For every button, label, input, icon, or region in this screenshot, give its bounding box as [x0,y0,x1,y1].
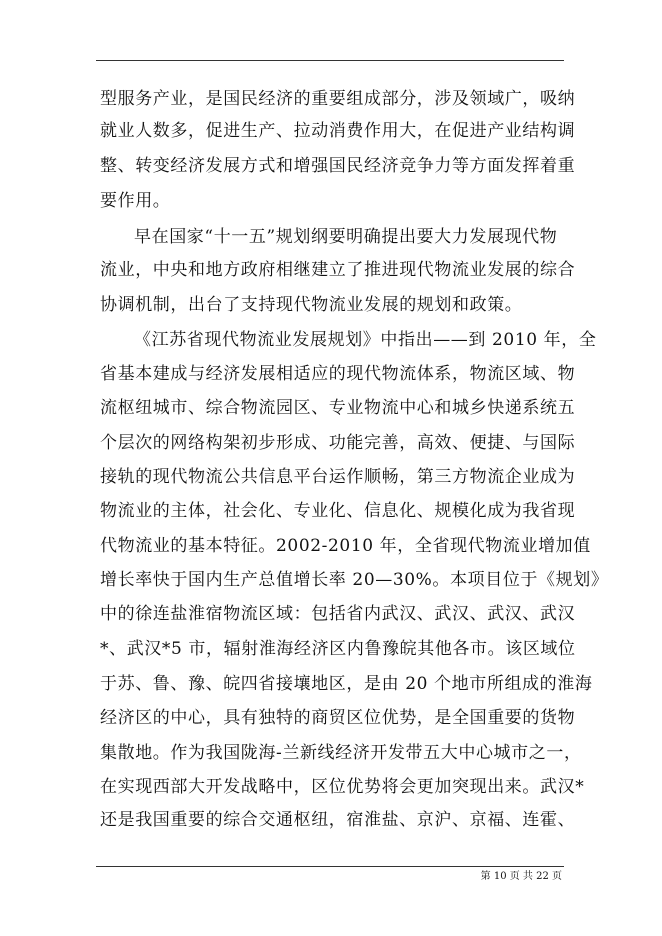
body-line: 代物流业的基本特征。2002-2010 年，全省现代物流业增加值 [100,536,591,556]
body-line: 在实现西部大开发战略中，区位优势将会更加突现出来。武汉* [100,777,585,797]
body-line: 中的徐连盐淮宿物流区域：包括省内武汉、武汉、武汉、武汉 [100,604,576,624]
body-line: 省基本建成与经济发展相适应的现代物流体系，物流区域、物 [100,364,576,384]
body-line: 协调机制，出台了支持现代物流业发展的规划和政策。 [100,295,523,315]
body-line: 增长率快于国内生产总值增长率 20—30%。本项目位于《规划》 [100,570,609,590]
body-line: 早在国家“十一五”规划纲要明确提出要大力发展现代物 [134,227,558,247]
body-line: 要作用。 [100,191,171,211]
header-rule [96,60,564,61]
body-line: 型服务产业，是国民经济的重要组成部分，涉及领域广，吸纳 [100,89,576,109]
body-line: 经济区的中心，具有独特的商贸区位优势，是全国重要的货物 [100,708,576,728]
body-line: 接轨的现代物流公共信息平台运作顺畅，第三方物流企业成为 [100,467,576,487]
body-line: 集散地。作为我国陇海-兰新线经济开发带五大中心城市之一， [100,743,582,763]
body-line: 个层次的网络构架初步形成、功能完善，高效、便捷、与国际 [100,433,576,453]
body-line: 流业，中央和地方政府相继建立了推进现代物流业发展的综合 [100,260,576,280]
body-line: 于苏、鲁、豫、皖四省接壤地区，是由 20 个地市所组成的淮海 [100,674,593,694]
body-line: 整、转变经济发展方式和增强国民经济竞争力等方面发挥着重 [100,156,576,176]
page-number: 第 10 页 共 22 页 [480,871,562,882]
body-line: 就业人数多，促进生产、拉动消费作用大，在促进产业结构调 [100,121,576,141]
body-line: *、武汉*5 市，辐射淮海经济区内鲁豫皖其他各市。该区域位 [100,639,576,659]
body-line: 《江苏省现代物流业发展规划》中指出——到 2010 年，全 [134,330,597,350]
body-line: 物流业的主体，社会化、专业化、信息化、规模化成为我省现 [100,501,576,521]
body-line: 流枢纽城市、综合物流园区、专业物流中心和城乡快递系统五 [100,398,576,418]
body-line: 还是我国重要的综合交通枢纽，宿淮盐、京沪、京福、连霍、 [100,810,576,830]
footer-rule [96,866,564,867]
